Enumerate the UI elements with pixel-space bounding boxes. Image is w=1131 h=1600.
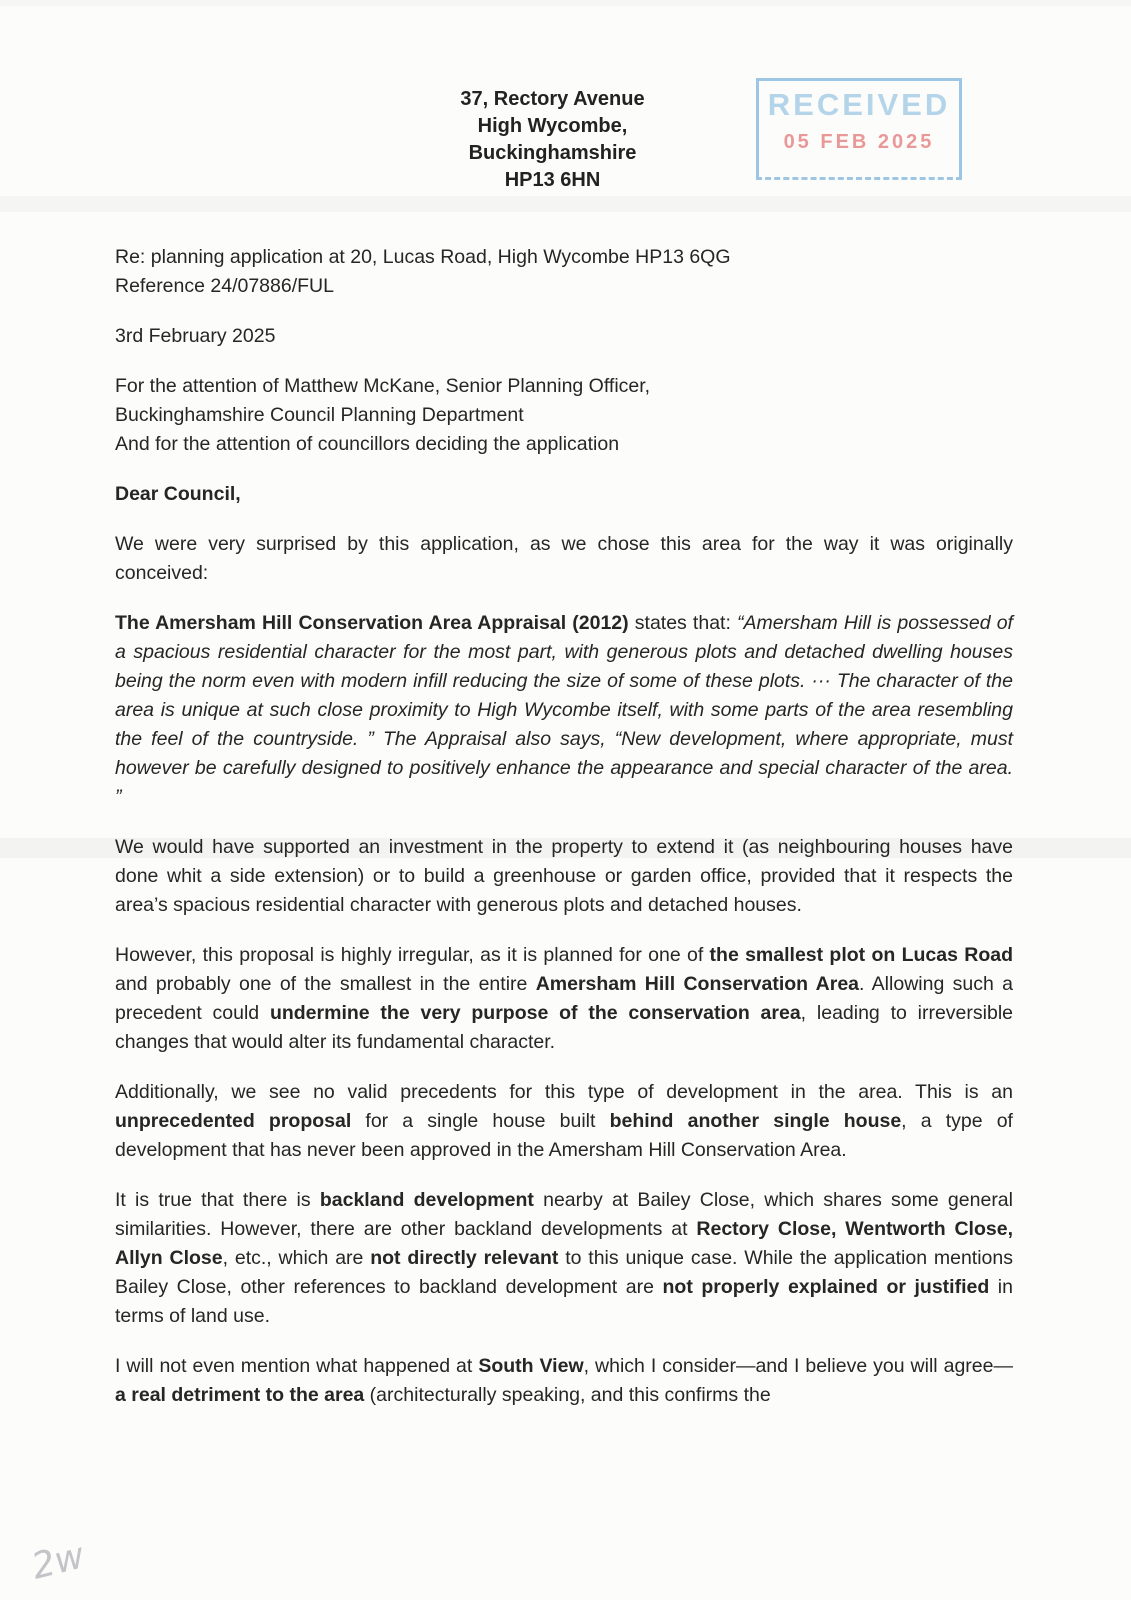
paragraph [115, 1186, 1013, 1331]
text-segment: backland development [319, 1189, 534, 1211]
handwritten-mark: 2w [27, 1535, 89, 1588]
scan-artifact [0, 0, 1131, 6]
text-segment: not directly relevant [370, 1247, 559, 1269]
text-segment: However, this proposal is highly irregular, as it is planned for one of [115, 944, 710, 966]
salutation: Dear Council, [115, 483, 241, 505]
text-line: Buckinghamshire [468, 142, 637, 164]
paragraph [115, 1352, 1013, 1410]
scan-artifact [0, 196, 1131, 212]
letter-body [115, 243, 1013, 1431]
text-segment: states that: [628, 612, 738, 634]
text-segment: We would have supported an investment in the property to extend it (as neighbouring houses have done whit a side extension) or to build a greenhouse or garden office, provided that it respects the area’s spacious residential character with generous plots and detached houses. [115, 836, 1013, 916]
text-segment: We were very surprised by this application, as we chose this area for the way it was originally conceived: [115, 533, 1013, 584]
received-stamp-text: RECEIVED [767, 87, 951, 122]
text-segment: for a single house built [351, 1110, 610, 1132]
text-segment: South View [478, 1355, 584, 1377]
text-line: For the attention of Matthew McKane, Senior Planning Officer, [115, 375, 651, 397]
paragraph [115, 530, 1013, 588]
text-line: Re: planning application at 20, Lucas Road, High Wycombe HP13 6QG [115, 246, 731, 268]
paragraph [115, 941, 1013, 1057]
text-segment: (architecturally speaking, and this confirms the [364, 1384, 771, 1406]
paragraph [115, 1078, 1013, 1165]
text-line: 37, Rectory Avenue [460, 88, 645, 110]
text-segment: The Amersham Hill Conservation Area Appraisal (2012) [115, 612, 629, 634]
paragraph [115, 609, 1013, 812]
text-segment: “Amersham Hill is possessed of a spacious residential character for the most part, with generous plots and detached dwelling houses being the norm even with modern infill reducing the size of some of these plots. ··· The character of the area is unique at such close proximity to High Wycombe itself, with some parts of the area resembling the feel of the countryside. ” The Appraisal also says, “New development, where appropriate, must however be carefully designed to positively enhance the appearance and special character of the area. ” [115, 612, 1013, 808]
text-segment: behind another single house [609, 1110, 902, 1132]
text-line: And for the attention of councillors deciding the application [115, 433, 620, 455]
reference-block [115, 243, 1013, 301]
text-segment: a real detriment to the area [115, 1384, 365, 1406]
text-segment: , etc., which are [222, 1247, 371, 1269]
received-stamp [756, 78, 962, 180]
text-segment: , leading to irreversible changes that would alter its fundamental character. [115, 1002, 1013, 1053]
text-segment: I will not even mention what happened at [115, 1355, 479, 1377]
text-segment: Amersham Hill Conservation Area [535, 973, 860, 995]
text-segment: unprecedented proposal [115, 1110, 352, 1132]
text-line: HP13 6HN [504, 169, 601, 191]
text-segment: Additionally, we see no valid precedents for this type of development in the area. This is an [115, 1081, 1013, 1103]
letter-date: 3rd February 2025 [115, 325, 276, 347]
text-segment: , which I consider—and I believe you will agree— [583, 1355, 1013, 1377]
text-segment: in terms of land use. [115, 1276, 1013, 1327]
text-line: Buckinghamshire Council Planning Department [115, 404, 524, 426]
text-segment: It is true that there is [115, 1189, 320, 1211]
text-line: Reference 24/07886/FUL [115, 275, 334, 297]
text-segment: not properly explained or justified [662, 1276, 990, 1298]
attention-block [115, 372, 1013, 459]
text-segment: and probably one of the smallest in the entire [115, 973, 536, 995]
text-segment: undermine the very purpose of the conservation area [269, 1002, 801, 1024]
paragraph [115, 833, 1013, 920]
text-segment: . Allowing such a precedent could [115, 973, 1013, 1024]
text-segment: Rectory Close, Wentworth Close, Allyn Close [115, 1218, 1013, 1269]
text-segment: nearby at Bailey Close, which shares some general similarities. However, there are other backland developments at [115, 1189, 1013, 1240]
text-line: High Wycombe, [477, 115, 628, 137]
text-segment: to this unique case. While the application mentions Bailey Close, other references to backland development are [115, 1247, 1013, 1298]
text-segment: the smallest plot on Lucas Road [709, 944, 1013, 966]
received-stamp-date: 05 FEB 2025 [783, 131, 935, 153]
text-segment: , a type of development that has never been approved in the Amersham Hill Conservation Area. [115, 1110, 1013, 1161]
